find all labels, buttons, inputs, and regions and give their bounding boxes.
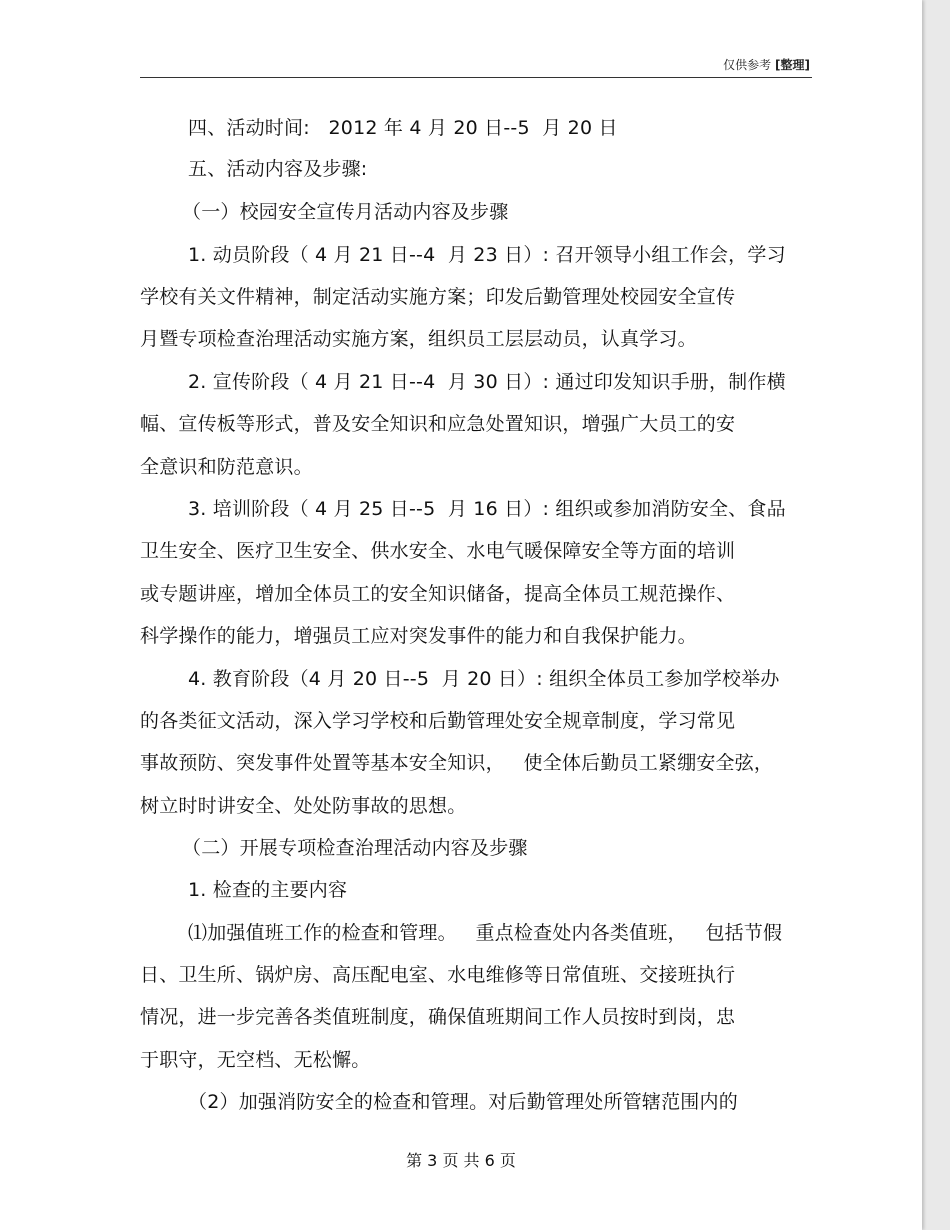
header-tag: [整理] bbox=[775, 58, 810, 72]
text-line: 或专题讲座，增加全体员工的安全知识储备，提高全体员工规范操作、 bbox=[140, 583, 736, 605]
text-line: 情况，进一步完善各类值班制度，确保值班期间工作人员按时到岗，忠 bbox=[140, 1006, 736, 1028]
text-line: 卫生安全、医疗卫生安全、供水安全、水电气暖保障安全等方面的培训 bbox=[140, 540, 736, 562]
text-line: ⑴加强值班工作的检查和管理。 重点检查处内各类值班， 包括节假 bbox=[188, 922, 783, 944]
text-line: 1. 动员阶段（ 4 月 21 日--4 月 23 日）: 召开领导小组工作会，学习 bbox=[188, 244, 786, 266]
text-line: 树立时时讲安全、处处防事故的思想。 bbox=[140, 795, 467, 817]
text-line: 四、活动时间: 2012 年 4 月 20 日--5 月 20 日 bbox=[188, 117, 618, 139]
text-line: （2）加强消防安全的检查和管理。对后勤管理处所管辖范围内的 bbox=[188, 1091, 738, 1113]
text-line: 的各类征文活动，深入学习学校和后勤管理处安全规章制度，学习常见 bbox=[140, 710, 736, 732]
text-line: 五、活动内容及步骤: bbox=[188, 158, 368, 180]
text-line: 于职守，无空档、无松懈。 bbox=[140, 1049, 371, 1071]
text-line: 全意识和防范意识。 bbox=[140, 456, 313, 478]
text-line: 2. 宣传阶段（ 4 月 21 日--4 月 30 日）: 通过印发知识手册，制作横 bbox=[188, 371, 786, 393]
header-note: 仅供参考 bbox=[723, 58, 772, 72]
page-footer: 第 3 页 共 6 页 bbox=[406, 1151, 516, 1170]
page-header bbox=[140, 56, 810, 73]
text-line: 4. 教育阶段（4 月 20 日--5 月 20 日）: 组织全体员工参加学校举办 bbox=[188, 668, 780, 690]
text-line: （二）开展专项检查治理活动内容及步骤 bbox=[182, 837, 528, 859]
text-line: 学校有关文件精神，制定活动实施方案；印发后勤管理处校园安全宣传 bbox=[140, 286, 736, 308]
text-line: 日、卫生所、锅炉房、高压配电室、水电维修等日常值班、交接班执行 bbox=[140, 964, 736, 986]
header-rule bbox=[140, 77, 812, 78]
text-line: 幅、宣传板等形式，普及安全知识和应急处置知识，增强广大员工的安 bbox=[140, 413, 736, 435]
text-line: （一）校园安全宣传月活动内容及步骤 bbox=[182, 201, 509, 223]
text-line: 月暨专项检查治理活动实施方案，组织员工层层动员，认真学习。 bbox=[140, 328, 697, 350]
text-line: 科学操作的能力，增强员工应对突发事件的能力和自我保护能力。 bbox=[140, 625, 697, 647]
text-line: 1. 检查的主要内容 bbox=[188, 879, 348, 901]
text-line: 事故预防、突发事件处置等基本安全知识， 使全体后勤员工紧绷安全弦， bbox=[140, 752, 774, 774]
text-line: 3. 培训阶段（ 4 月 25 日--5 月 16 日）: 组织或参加消防安全、食品 bbox=[188, 498, 786, 520]
